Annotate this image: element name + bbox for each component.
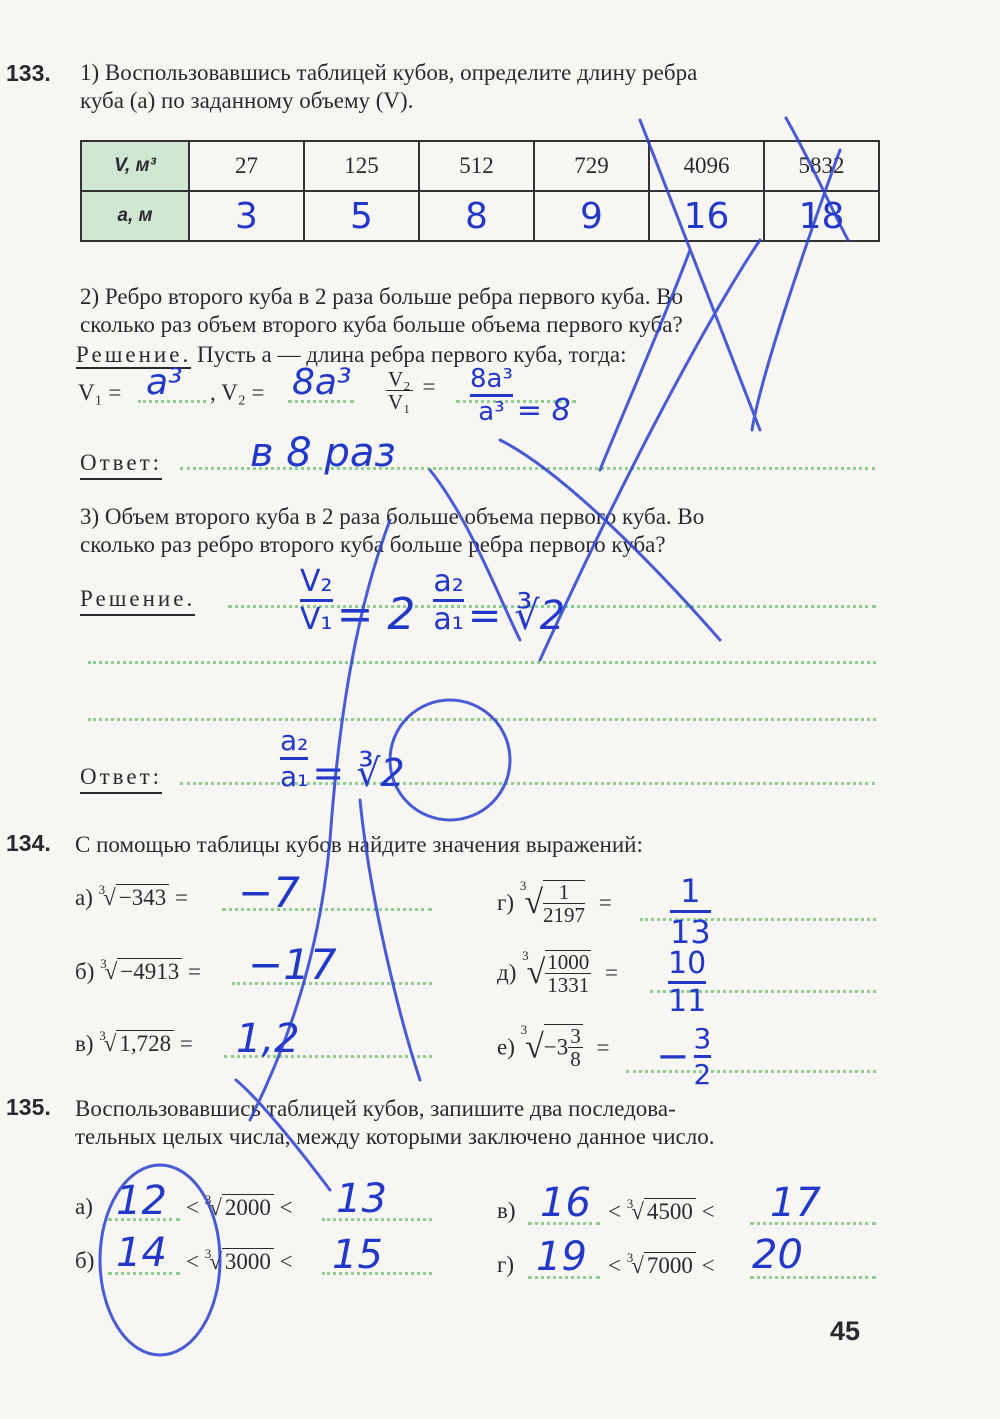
pen-stroke: [250, 520, 390, 1120]
handwritten-d-num[interactable]: 10: [668, 946, 706, 984]
pen-stroke: [752, 150, 840, 430]
handwritten-ans3-result[interactable]: = ∛2: [312, 751, 405, 795]
handwritten-answer-v[interactable]: 1,2: [236, 1016, 300, 1062]
handwritten-sol3-den[interactable]: V₁: [300, 602, 333, 637]
ratio-numerator: V₂: [388, 367, 411, 391]
solution-text: Пусть a — длина ребра первого куба, тогда:: [196, 342, 627, 367]
handwritten-e-sign[interactable]: −: [656, 1033, 690, 1080]
circle-mark: [390, 700, 510, 820]
radicand: 4500: [644, 1198, 696, 1225]
handwritten-v2[interactable]: 8a³: [292, 362, 352, 403]
fraction-denominator: 1331: [547, 973, 590, 997]
handwritten-low-v[interactable]: 16: [540, 1180, 591, 1226]
pen-stroke: [430, 470, 520, 640]
v1-label: V₁ =: [78, 380, 122, 405]
root-index: 3: [626, 1196, 634, 1211]
less-than: <: [608, 1199, 621, 1224]
item-label: а): [75, 885, 93, 910]
handwritten-high-a[interactable]: 13: [336, 1176, 387, 1222]
equals-sign: =: [596, 1034, 610, 1060]
handwritten-sol3-mid[interactable]: = 2: [336, 589, 416, 640]
radical-sign: √: [104, 959, 118, 984]
handwritten-low-a[interactable]: 12: [116, 1178, 167, 1224]
handwritten-high-b[interactable]: 15: [332, 1232, 383, 1278]
edge-answer-cell[interactable]: 5: [304, 191, 419, 241]
radicand: 3000: [222, 1248, 274, 1275]
radical-sign: √: [526, 954, 546, 991]
pen-stroke: [786, 118, 848, 240]
handwritten-high-g[interactable]: 20: [752, 1232, 803, 1278]
volume-cell: 729: [534, 141, 649, 191]
handwritten-answer-b[interactable]: −17: [248, 940, 337, 989]
fraction-numerator: 3: [570, 1024, 581, 1048]
edge-answer-cell[interactable]: 16: [649, 191, 764, 241]
root-index: 3: [626, 1250, 634, 1265]
root-index: 3: [204, 1192, 212, 1207]
problem-133-q2-line1: 2) Ребро второго куба в 2 раза больше ребра первого куба. Во: [80, 284, 684, 309]
item-label: в): [75, 1031, 94, 1056]
radical-sign: √: [209, 1249, 222, 1274]
fraction-numerator: 1: [543, 881, 585, 904]
problem-135-line2: тельных целых числа, между которыми заключено данное число.: [75, 1124, 715, 1149]
equals-sign: =: [179, 1031, 193, 1056]
less-than: <: [279, 1249, 293, 1274]
radicand: −4913: [117, 958, 182, 985]
handwritten-sol3-a-num[interactable]: a₂: [433, 564, 463, 602]
edge-answer-cell[interactable]: 8: [419, 191, 534, 241]
problem-133-q3-line1: 3) Объем второго куба в 2 раза больше объема первого куба. Во: [80, 504, 705, 529]
handwritten-g-den[interactable]: 13: [670, 913, 711, 951]
problem-133-q1-line2: куба (a) по заданному объему (V).: [80, 88, 414, 113]
less-than: <: [279, 1195, 293, 1220]
radical-sign: √: [631, 1253, 644, 1278]
radical-sign: √: [525, 1028, 544, 1066]
item-label: д): [497, 960, 517, 985]
handwritten-e-den[interactable]: 2: [693, 1058, 712, 1091]
root-index: 3: [520, 1022, 528, 1037]
solution-label: Решение.: [76, 342, 192, 367]
radical-sign: √: [209, 1195, 222, 1220]
equals-sign: =: [174, 885, 188, 910]
problem-135-line1: Воспользовавшись таблицей кубов, запишите два последова-: [75, 1096, 676, 1121]
handwritten-sol3-num[interactable]: V₂: [300, 564, 333, 602]
problem-133-q2-line2: сколько раз объем второго куба больше объема первого куба?: [80, 312, 683, 337]
radical-sign: √: [103, 885, 116, 910]
item-label: б): [75, 1248, 95, 1273]
root-index: 3: [204, 1246, 212, 1261]
pen-stroke: [236, 1080, 330, 1190]
edge-answer-cell[interactable]: 3: [189, 191, 304, 241]
handwritten-answer-2[interactable]: в 8 раз: [250, 430, 396, 476]
handwritten-ans3-num[interactable]: a₂: [280, 724, 308, 760]
equals-sign: =: [605, 960, 619, 985]
mixed-whole: −3: [543, 1034, 569, 1060]
handwritten-v1[interactable]: a³: [146, 362, 183, 403]
handwritten-ratio-den[interactable]: a³: [478, 397, 505, 427]
ratio-denominator: V₁: [388, 390, 411, 414]
less-than: <: [701, 1253, 715, 1278]
item-label: г): [497, 1252, 515, 1277]
answer-label-2: Ответ:: [80, 448, 162, 480]
problem-133-q3-line2: сколько раз ребро второго куба больше ребра первого куба?: [80, 532, 666, 557]
problem-134-text: С помощью таблицы кубов найдите значения выражений:: [75, 832, 643, 857]
less-than: <: [608, 1253, 621, 1278]
problem-133-q1-line1: 1) Воспользовавшись таблицей кубов, определите длину ребра: [80, 60, 698, 85]
pen-stroke: [540, 240, 760, 660]
circle-mark: [100, 1165, 220, 1355]
pen-stroke: [600, 250, 690, 470]
item-label: г): [497, 890, 515, 915]
equals-sign: =: [187, 959, 201, 984]
item-label: е): [497, 1034, 515, 1060]
volume-cell: 125: [304, 141, 419, 191]
root-index: 3: [100, 956, 107, 971]
handwritten-sol3-a-den[interactable]: a₁: [433, 602, 464, 637]
fraction-denominator: 2197: [543, 903, 586, 927]
answer-label-3: Ответ:: [80, 762, 162, 794]
pen-stroke: [500, 440, 720, 640]
edge-answer-cell[interactable]: 9: [534, 191, 649, 241]
handwritten-e-num[interactable]: 3: [694, 1022, 712, 1058]
radical-sign: √: [524, 884, 544, 921]
handwritten-high-v[interactable]: 17: [770, 1180, 821, 1226]
radicand: −343: [116, 884, 169, 911]
fraction-denominator: 8: [570, 1047, 581, 1071]
edge-header: a, м: [81, 191, 189, 241]
edge-answer-cell[interactable]: 18: [764, 191, 879, 241]
root-index: 3: [99, 1028, 106, 1043]
radicand: 7000: [644, 1252, 696, 1279]
handwritten-g-num[interactable]: 1: [670, 872, 711, 913]
radicand: 1,728: [116, 1030, 174, 1057]
handwritten-low-b[interactable]: 14: [116, 1230, 167, 1276]
radical-sign: √: [631, 1199, 644, 1224]
handwritten-answer-a[interactable]: −7: [238, 868, 300, 917]
handwritten-ans3-den[interactable]: a₁: [280, 760, 309, 793]
page-number: 45: [830, 1316, 861, 1346]
item-label: б): [75, 959, 95, 984]
volume-header: V, м³: [81, 141, 189, 191]
volume-cell: 512: [419, 141, 534, 191]
problem-134-number: 134.: [6, 830, 51, 856]
less-than: <: [186, 1195, 199, 1220]
volume-cell: 27: [189, 141, 304, 191]
fraction-numerator: 1000: [547, 950, 590, 974]
handwritten-d-den[interactable]: 11: [668, 984, 707, 1019]
handwritten-low-g[interactable]: 19: [536, 1234, 587, 1280]
radicand: 2000: [222, 1194, 274, 1221]
item-label: а): [75, 1194, 93, 1219]
handwritten-ratio-num[interactable]: 8a³: [470, 364, 513, 397]
less-than: <: [701, 1199, 715, 1224]
equals-sign: =: [598, 890, 612, 915]
item-label: в): [497, 1198, 516, 1223]
root-index: 3: [522, 948, 529, 963]
v2-label: , V₂ =: [210, 380, 265, 405]
handwritten-sol3-result[interactable]: = ∛2: [467, 593, 566, 639]
handwritten-ratio-result[interactable]: = 8: [516, 393, 571, 428]
volume-cell: 5832: [764, 141, 879, 191]
volume-cell: 4096: [649, 141, 764, 191]
problem-133-number: 133.: [6, 60, 51, 86]
root-index: 3: [519, 878, 527, 893]
root-index: 3: [98, 882, 106, 897]
equals-sign: =: [422, 374, 436, 400]
problem-135-number: 135.: [6, 1094, 51, 1120]
pen-stroke: [640, 120, 760, 430]
solution-label-3: Решение.: [80, 584, 195, 616]
pen-stroke: [360, 800, 420, 1080]
radical-sign: √: [103, 1031, 117, 1056]
less-than: <: [186, 1249, 199, 1274]
